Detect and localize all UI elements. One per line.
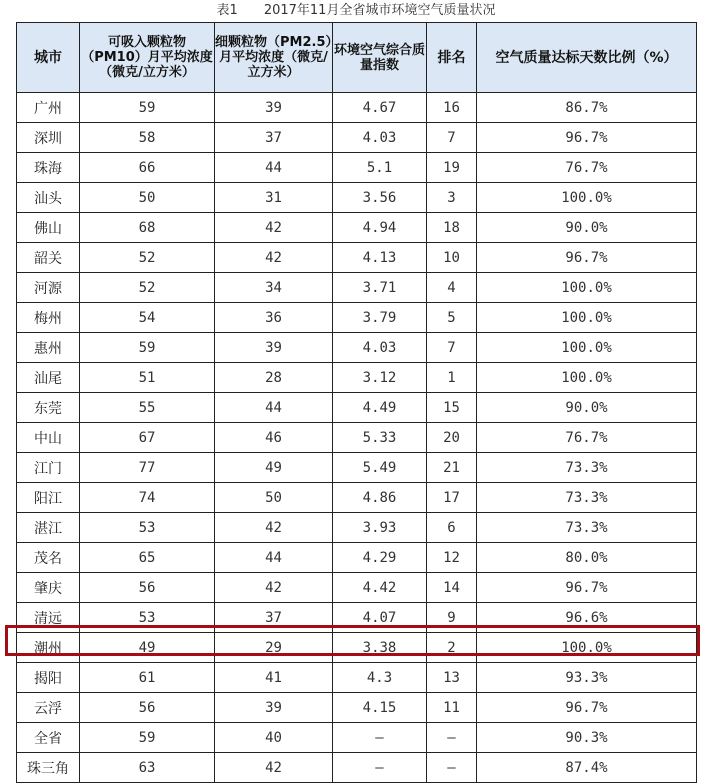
cell-pm10: 74 [80,483,215,513]
cell-city: 河源 [17,273,80,303]
cell-rank: 9 [427,603,477,633]
cell-ratio: 100.0% [477,363,697,393]
cell-pm25: 37 [215,603,333,633]
cell-pm10: 53 [80,603,215,633]
cell-rank: — [427,753,477,783]
cell-rank: 5 [427,303,477,333]
cell-city: 东莞 [17,393,80,423]
cell-rank: 13 [427,663,477,693]
table-row [17,243,697,273]
header-pm25: 细颗粒物（PM2.5）月平均浓度（微克/立方米） [215,23,333,93]
cell-pm10: 54 [80,303,215,333]
cell-pm10: 58 [80,123,215,153]
cell-ratio: 100.0% [477,273,697,303]
cell-pm25: 50 [215,483,333,513]
cell-pm25: 49 [215,453,333,483]
cell-rank: — [427,723,477,753]
table-row [17,483,697,513]
cell-rank: 10 [427,243,477,273]
cell-city: 湛江 [17,513,80,543]
cell-rank: 19 [427,153,477,183]
cell-aqi: 5.49 [333,453,427,483]
cell-city: 广州 [17,93,80,123]
cell-city: 茂名 [17,543,80,573]
cell-pm25: 28 [215,363,333,393]
cell-pm10: 56 [80,693,215,723]
cell-aqi: 3.12 [333,363,427,393]
table-row [17,543,697,573]
table-row [17,723,697,753]
cell-ratio: 73.3% [477,453,697,483]
table-row [17,573,697,603]
cell-rank: 12 [427,543,477,573]
cell-rank: 15 [427,393,477,423]
cell-ratio: 100.0% [477,303,697,333]
table-row [17,603,697,633]
cell-pm10: 51 [80,363,215,393]
cell-pm25: 42 [215,213,333,243]
cell-ratio: 100.0% [477,183,697,213]
header-row [17,23,697,93]
cell-pm10: 77 [80,453,215,483]
cell-rank: 7 [427,333,477,363]
cell-ratio: 96.7% [477,123,697,153]
cell-ratio: 90.0% [477,393,697,423]
cell-pm25: 29 [215,633,333,663]
cell-pm25: 36 [215,303,333,333]
table-row [17,633,697,663]
cell-aqi: 4.49 [333,393,427,423]
table-caption [0,0,712,22]
cell-aqi: 4.86 [333,483,427,513]
cell-ratio: 73.3% [477,483,697,513]
cell-rank: 16 [427,93,477,123]
cell-aqi: 5.1 [333,153,427,183]
table-row [17,303,697,333]
cell-ratio: 90.0% [477,213,697,243]
cell-pm10: 67 [80,423,215,453]
cell-pm10: 52 [80,273,215,303]
header-city: 城市 [17,23,80,93]
cell-rank: 18 [427,213,477,243]
cell-aqi: 3.56 [333,183,427,213]
table-row [17,663,697,693]
cell-ratio: 80.0% [477,543,697,573]
cell-pm10: 59 [80,333,215,363]
cell-pm10: 53 [80,513,215,543]
cell-pm10: 49 [80,633,215,663]
cell-aqi: 5.33 [333,423,427,453]
cell-ratio: 96.6% [477,603,697,633]
cell-ratio: 87.4% [477,753,697,783]
cell-rank: 21 [427,453,477,483]
table-row [17,183,697,213]
table-title: 2017年11月全省城市环境空气质量状况 [263,3,496,18]
table-row [17,693,697,723]
cell-pm25: 44 [215,393,333,423]
cell-pm25: 39 [215,693,333,723]
cell-ratio: 96.7% [477,693,697,723]
header-ratio: 空气质量达标天数比例（%） [477,23,697,93]
table-number: 表1 [216,3,238,18]
cell-aqi: 3.93 [333,513,427,543]
cell-pm10: 52 [80,243,215,273]
cell-ratio: 90.3% [477,723,697,753]
cell-ratio: 96.7% [477,243,697,273]
cell-rank: 2 [427,633,477,663]
cell-city: 佛山 [17,213,80,243]
table-row [17,393,697,423]
cell-pm10: 59 [80,723,215,753]
cell-pm25: 39 [215,333,333,363]
cell-pm10: 59 [80,93,215,123]
cell-aqi: 4.67 [333,93,427,123]
cell-pm25: 44 [215,153,333,183]
header-aqi: 环境空气综合质量指数 [333,23,427,93]
table-row [17,123,697,153]
cell-city: 江门 [17,453,80,483]
cell-aqi: 4.15 [333,693,427,723]
cell-pm25: 42 [215,573,333,603]
cell-ratio: 96.7% [477,573,697,603]
table-row [17,93,697,123]
cell-city: 深圳 [17,123,80,153]
table-row [17,153,697,183]
cell-city: 汕尾 [17,363,80,393]
cell-aqi: 4.29 [333,543,427,573]
table-row [17,753,697,783]
cell-ratio: 76.7% [477,153,697,183]
table-row [17,423,697,453]
cell-aqi: 3.71 [333,273,427,303]
cell-city: 惠州 [17,333,80,363]
cell-pm25: 46 [215,423,333,453]
cell-aqi: 4.07 [333,603,427,633]
header-rank: 排名 [427,23,477,93]
cell-rank: 4 [427,273,477,303]
cell-rank: 11 [427,693,477,723]
cell-rank: 14 [427,573,477,603]
table-body [17,93,697,783]
cell-pm10: 65 [80,543,215,573]
cell-aqi: 4.03 [333,123,427,153]
cell-ratio: 100.0% [477,333,697,363]
cell-pm25: 31 [215,183,333,213]
cell-pm25: 42 [215,243,333,273]
table-row [17,333,697,363]
cell-pm25: 34 [215,273,333,303]
cell-pm25: 42 [215,753,333,783]
cell-rank: 3 [427,183,477,213]
cell-aqi: — [333,723,427,753]
cell-aqi: 4.13 [333,243,427,273]
cell-rank: 7 [427,123,477,153]
header-pm10: 可吸入颗粒物（PM10）月平均浓度（微克/立方米） [80,23,215,93]
cell-pm10: 61 [80,663,215,693]
cell-pm25: 39 [215,93,333,123]
cell-city: 潮州 [17,633,80,663]
cell-pm25: 44 [215,543,333,573]
cell-ratio: 73.3% [477,513,697,543]
cell-aqi: 4.3 [333,663,427,693]
cell-rank: 17 [427,483,477,513]
cell-city: 梅州 [17,303,80,333]
cell-aqi: — [333,753,427,783]
cell-city: 云浮 [17,693,80,723]
cell-pm25: 37 [215,123,333,153]
cell-pm25: 42 [215,513,333,543]
cell-pm10: 50 [80,183,215,213]
cell-aqi: 4.42 [333,573,427,603]
cell-pm10: 66 [80,153,215,183]
cell-city: 韶关 [17,243,80,273]
cell-city: 中山 [17,423,80,453]
cell-pm25: 41 [215,663,333,693]
cell-rank: 20 [427,423,477,453]
cell-city: 阳江 [17,483,80,513]
cell-aqi: 3.38 [333,633,427,663]
cell-pm10: 68 [80,213,215,243]
cell-city: 珠海 [17,153,80,183]
table-row [17,363,697,393]
cell-pm10: 55 [80,393,215,423]
table-row [17,513,697,543]
cell-pm25: 40 [215,723,333,753]
cell-pm10: 63 [80,753,215,783]
cell-ratio: 100.0% [477,633,697,663]
cell-city: 珠三角 [17,753,80,783]
cell-city: 全省 [17,723,80,753]
cell-rank: 6 [427,513,477,543]
cell-aqi: 4.94 [333,213,427,243]
air-quality-table [16,22,697,783]
cell-aqi: 3.79 [333,303,427,333]
cell-city: 揭阳 [17,663,80,693]
cell-city: 汕头 [17,183,80,213]
cell-rank: 1 [427,363,477,393]
cell-ratio: 76.7% [477,423,697,453]
cell-ratio: 93.3% [477,663,697,693]
cell-city: 肇庆 [17,573,80,603]
table-row [17,273,697,303]
cell-ratio: 86.7% [477,93,697,123]
cell-pm10: 56 [80,573,215,603]
cell-city: 清远 [17,603,80,633]
table-row [17,453,697,483]
table-row [17,213,697,243]
cell-aqi: 4.03 [333,333,427,363]
